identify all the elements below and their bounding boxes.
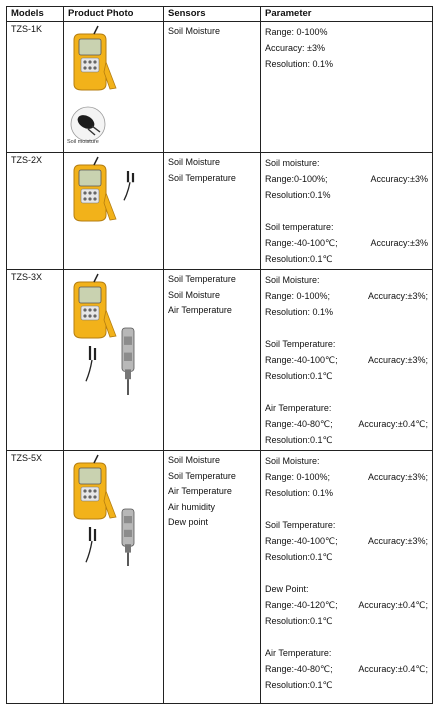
sensors-cell — [164, 270, 261, 451]
parameter-cell — [261, 451, 433, 704]
header-models: Models — [7, 7, 64, 22]
parameter-line — [265, 219, 428, 235]
photo-caption: Soil moisture — [67, 139, 99, 145]
product-photo — [64, 22, 164, 153]
parameter-line — [265, 352, 428, 368]
parameter-text: Soil moisture: — [265, 158, 320, 168]
parameter-line — [265, 40, 428, 56]
air-probe-icon — [118, 326, 138, 396]
parameter-line — [265, 469, 428, 485]
parameter-text: Resolution: 0.1% — [265, 307, 334, 317]
sensor-item: Soil Moisture — [168, 289, 221, 300]
accuracy-text: Accuracy:±0.4℃; — [358, 600, 428, 610]
soil-probe-icon — [122, 167, 142, 201]
sensor-item: Soil Temperature — [168, 274, 236, 284]
parameter-text: Resolution: 0.1% — [265, 59, 334, 69]
sensors-cell — [164, 451, 261, 704]
parameter-line — [265, 533, 428, 549]
sensor-item: Soil Temperature — [168, 172, 236, 183]
spacer — [265, 629, 428, 645]
accuracy-text: Accuracy:±0.4℃; — [358, 664, 428, 674]
sensor-item: Air Temperature — [168, 305, 232, 315]
parameter-line — [265, 549, 428, 565]
table-row — [7, 22, 433, 153]
parameter-text: Resolution: 0.1% — [265, 488, 334, 498]
parameter-text: Range:-40-100℃; — [265, 355, 338, 365]
parameter-text: Resolution:0.1℃ — [265, 552, 333, 562]
parameter-text: Soil temperature: — [265, 222, 334, 232]
parameter-text: Range:-40-100℃; — [265, 238, 338, 248]
parameter-line — [265, 613, 428, 629]
table-row — [7, 153, 433, 270]
parameter-text: Range:-40-80℃; — [265, 419, 333, 429]
product-photo — [64, 270, 164, 451]
model-name: TZS-5X — [7, 451, 64, 704]
parameter-text: Range:-40-120℃; — [265, 600, 338, 610]
parameter-text: Dew Point: — [265, 584, 309, 594]
sensors-cell — [164, 22, 261, 153]
parameter-text: Resolution:0.1℃ — [265, 616, 333, 626]
parameter-cell — [261, 270, 433, 451]
parameter-line — [265, 677, 428, 693]
handheld-meter-icon — [68, 163, 118, 223]
accuracy-text: Accuracy:±3%; — [368, 472, 428, 482]
sensor-item: Dew point — [168, 517, 209, 527]
parameter-text: Soil Temperature: — [265, 339, 336, 349]
parameter-line — [265, 432, 428, 448]
parameter-text: Range:-40-80℃; — [265, 664, 333, 674]
sensor-item: Air Temperature — [168, 486, 232, 496]
parameter-text: Range: 0-100%; — [265, 291, 331, 301]
parameter-line — [265, 597, 428, 613]
model-name: TZS-3X — [7, 270, 64, 451]
parameter-text: Range:0-100%; — [265, 174, 328, 184]
sensor-item: Soil Moisture — [168, 455, 221, 465]
sensor-item: Soil Temperature — [168, 470, 236, 481]
parameter-line — [265, 272, 428, 288]
sensor-item: Soil Moisture — [168, 26, 221, 36]
parameter-line — [265, 235, 428, 251]
parameter-line — [265, 416, 428, 432]
parameter-line — [265, 187, 428, 203]
product-photo — [64, 451, 164, 704]
accuracy-text: Accuracy:±3% — [370, 238, 428, 248]
parameter-line — [265, 453, 428, 469]
spec-table — [6, 6, 433, 704]
model-name: TZS-1K — [7, 22, 64, 153]
accuracy-text: Accuracy:±3%; — [368, 291, 428, 301]
parameter-line — [265, 171, 428, 187]
parameter-text: Air Temperature: — [265, 403, 332, 413]
product-photo — [64, 153, 164, 270]
parameter-cell — [261, 153, 433, 270]
parameter-line — [265, 56, 428, 72]
accuracy-text: Accuracy:±3%; — [368, 536, 428, 546]
spacer — [265, 320, 428, 336]
parameter-line — [265, 24, 428, 40]
parameter-line — [265, 368, 428, 384]
parameter-text: Range: 0-100%; — [265, 472, 331, 482]
parameter-cell — [261, 22, 433, 153]
spacer — [265, 565, 428, 581]
table-row — [7, 451, 433, 704]
parameter-text: Resolution:0.1℃ — [265, 254, 333, 264]
header-product-photo: Product Photo — [64, 7, 164, 22]
air-probe-icon — [118, 507, 138, 567]
parameter-text: Resolution:0.1℃ — [265, 435, 333, 445]
accuracy-text: Accuracy:±3% — [370, 174, 428, 184]
parameter-line — [265, 336, 428, 352]
parameter-text: Soil Moisture: — [265, 275, 320, 285]
header-row — [7, 7, 433, 22]
parameter-line — [265, 485, 428, 501]
parameter-text: Resolution:0.1% — [265, 190, 331, 200]
header-sensors: Sensors — [164, 7, 261, 22]
parameter-line — [265, 155, 428, 171]
parameter-line — [265, 288, 428, 304]
accuracy-text: Accuracy:±0.4℃; — [358, 419, 428, 429]
parameter-text: Resolution:0.1℃ — [265, 680, 333, 690]
sensors-cell — [164, 153, 261, 270]
soil-probe-icon — [84, 523, 104, 563]
handheld-meter-icon — [68, 461, 118, 521]
parameter-text: Air Temperature: — [265, 648, 332, 658]
model-name: TZS-2X — [7, 153, 64, 270]
parameter-line — [265, 661, 428, 677]
spacer — [265, 501, 428, 517]
parameter-line — [265, 400, 428, 416]
parameter-text: Soil Temperature: — [265, 520, 336, 530]
parameter-text: Range:-40-100℃; — [265, 536, 338, 546]
parameter-text: Range: 0-100% — [265, 27, 328, 37]
accuracy-text: Accuracy:±3%; — [368, 355, 428, 365]
table-row — [7, 270, 433, 451]
sensor-item: Air humidity — [168, 501, 216, 512]
spacer — [265, 203, 428, 219]
soil-probe-icon — [84, 342, 104, 382]
handheld-meter-icon — [68, 32, 118, 92]
parameter-text: Resolution:0.1℃ — [265, 371, 333, 381]
parameter-line — [265, 581, 428, 597]
soil-moisture-probe-icon — [68, 106, 108, 142]
sensor-item: Soil Moisture — [168, 157, 221, 167]
parameter-line — [265, 645, 428, 661]
parameter-line — [265, 251, 428, 267]
handheld-meter-icon — [68, 280, 118, 340]
parameter-text: Soil Moisture: — [265, 456, 320, 466]
parameter-line — [265, 304, 428, 320]
parameter-line — [265, 517, 428, 533]
spacer — [265, 384, 428, 400]
header-parameter: Parameter — [261, 7, 433, 22]
parameter-text: Accuracy: ±3% — [265, 43, 325, 53]
